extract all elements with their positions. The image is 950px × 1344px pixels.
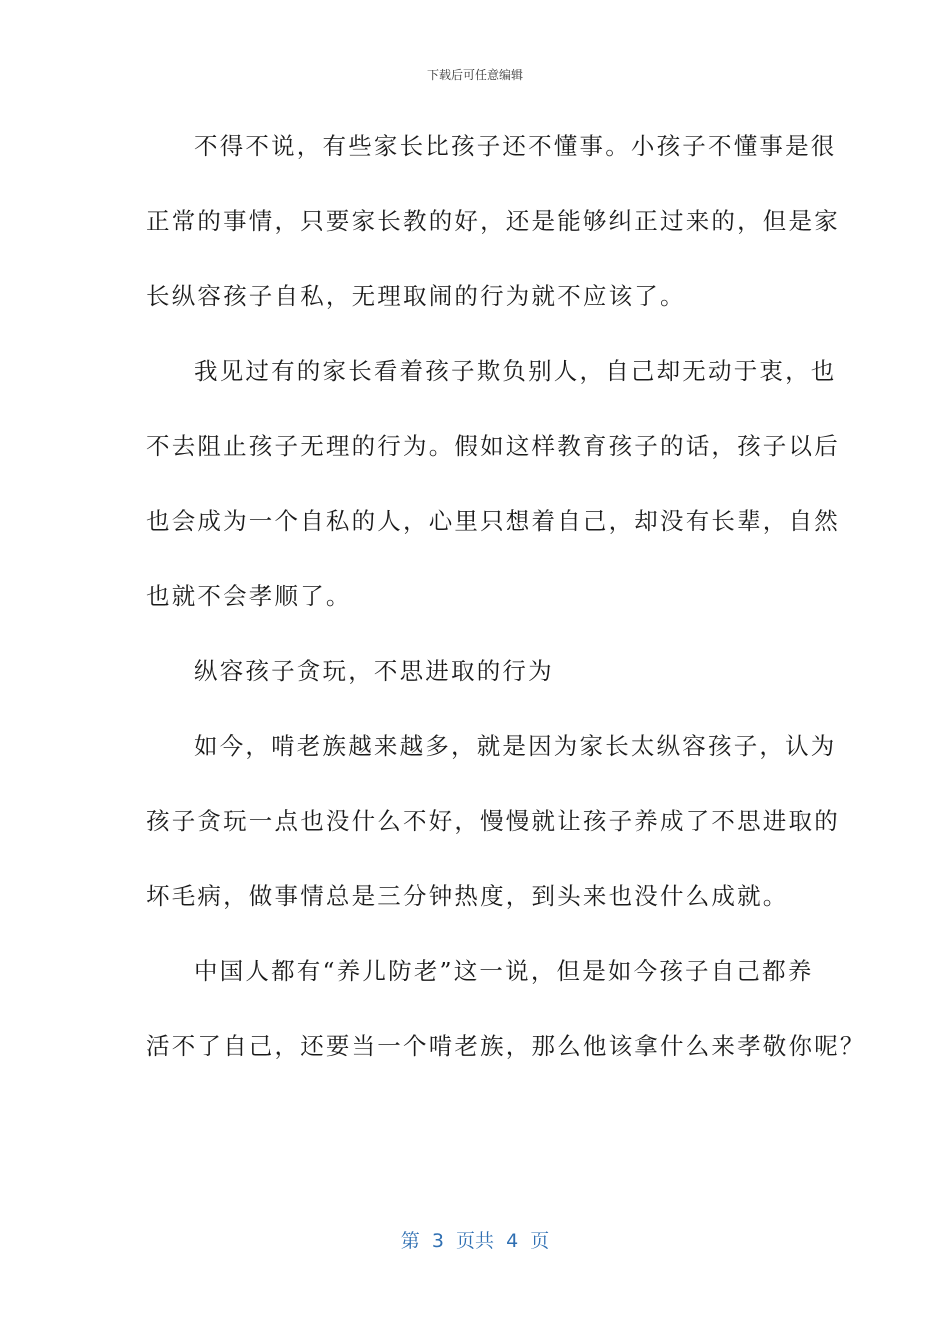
page-header: 下载后可任意编辑 [426, 68, 523, 82]
text-line: 坏毛病，做事情总是三分钟热度，到头来也没什么成就。 [146, 882, 789, 910]
text-line: 孩子贪玩一点也没什么不好，慢慢就让孩子养成了不思进取的 [146, 807, 840, 835]
text-line: 不去阻止孩子无理的行为。假如这样教育孩子的话，孩子以后 [146, 432, 840, 460]
text-line: 中国人都有“养儿防老”这一说，但是如今孩子自己都养 [194, 957, 814, 985]
text-line: 活不了自己，还要当一个啃老族，那么他该拿什么来孝敬你呢？ [146, 1032, 866, 1060]
text-line: 我见过有的家长看着孩子欺负别人，自己却无动于衷，也 [194, 357, 837, 385]
text-line: 也就不会孝顺了。 [146, 582, 352, 610]
section-heading: 纵容孩子贪玩，不思进取的行为 [194, 657, 554, 685]
document-body [146, 124, 866, 1099]
text-line: 也会成为一个自私的人，心里只想着自己，却没有长辈，自然 [146, 507, 840, 535]
text-line: 正常的事情，只要家长教的好，还是能够纠正过来的，但是家 [146, 207, 840, 235]
text-line: 如今，啃老族越来越多，就是因为家长太纵容孩子，认为 [194, 732, 837, 760]
page-number-footer: 第 3 页共 4 页 [400, 1230, 550, 1252]
text-line: 长纵容孩子自私，无理取闹的行为就不应该了。 [146, 282, 686, 310]
text-line: 不得不说，有些家长比孩子还不懂事。小孩子不懂事是很 [194, 132, 837, 160]
